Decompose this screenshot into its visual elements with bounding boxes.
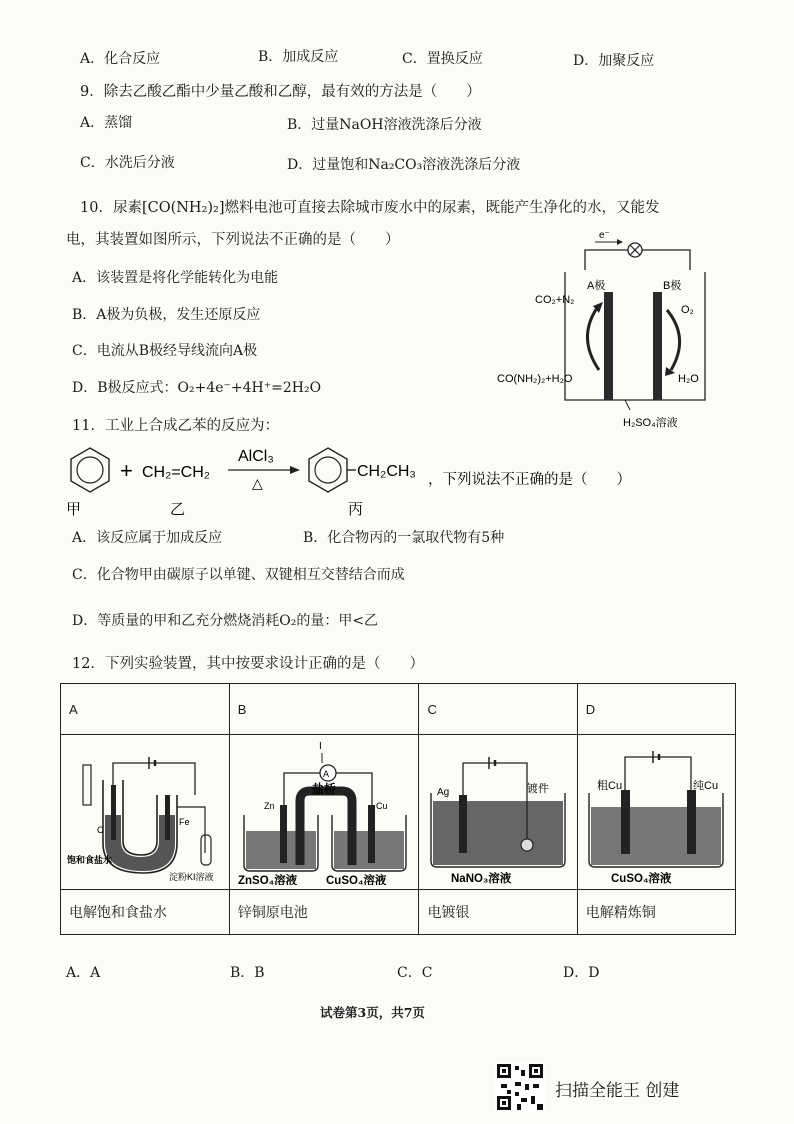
electron-label: e⁻ — [599, 230, 610, 241]
electrode-a — [604, 292, 613, 400]
fig-a-brine: 饱和食盐水 — [66, 855, 112, 865]
q8-option-b: B．加成反应 — [258, 49, 339, 65]
electrolyte-label: H₂SO₄溶液 — [623, 417, 678, 429]
col-a-label: A — [61, 684, 230, 735]
col-c-caption: 电镀银 — [419, 890, 577, 935]
fig-d-crude-cu: 粗Cu — [597, 780, 623, 792]
silver-plating-figure — [423, 735, 573, 885]
apparatus-c — [419, 735, 577, 890]
q10-option-b: B．A极为负极，发生还原反应 — [72, 307, 261, 323]
copper-refining-figure — [581, 735, 731, 885]
catalyst-label: AlCl₃ — [238, 448, 274, 465]
q10-stem-line2: 电，其装置如图所示，下列说法不正确的是（ ） — [66, 232, 400, 248]
apparatus-a — [61, 735, 230, 890]
electrode-b-label: B极 — [663, 280, 682, 292]
scanner-watermark: 扫描全能王 创建 — [555, 1081, 680, 1101]
q10-option-c: C．电流从B极经导线流向A极 — [72, 343, 258, 359]
fig-b-current: I — [319, 741, 322, 752]
fig-b-znso4: ZnSO₄溶液 — [238, 875, 298, 885]
u-tube-electrolysis-figure — [65, 735, 225, 885]
q12-stem: 12．下列实验装置，其中按要求设计正确的是（ ） — [72, 656, 424, 672]
fig-d-pure-cu: 纯Cu — [693, 780, 719, 792]
fig-b-cu: Cu — [376, 801, 388, 811]
q10-stem-line1: 10．尿素[CO(NH₂)₂]燃料电池可直接去除城市废水中的尿素，既能产生净化的水，又能发 — [80, 200, 660, 216]
fig-a-ki-solution: 淀粉KI溶液 — [168, 872, 214, 882]
q12-apparatus-table — [60, 683, 736, 935]
col-c-label: C — [419, 684, 577, 735]
q9-option-b: B．过量NaOH溶液洗涤后分液 — [287, 117, 482, 133]
fig-c-ag: Ag — [437, 787, 450, 798]
a-bottom-species: CO(NH₂)₂+H₂O — [497, 373, 573, 385]
fig-b-zn: Zn — [264, 801, 275, 811]
q12-option-d: D．D — [563, 965, 600, 981]
q11-option-d: D．等质量的甲和乙充分燃烧消耗O₂的量：甲<乙 — [72, 613, 379, 629]
q12-option-a: A．A — [66, 965, 101, 981]
qr-code-icon — [495, 1062, 545, 1112]
fig-b-salt-bridge: 盐桥 — [312, 782, 337, 796]
col-b-caption: 锌铜原电池 — [229, 890, 419, 935]
zinc-copper-cell-figure — [234, 735, 414, 885]
q8-option-d: D．加聚反应 — [573, 53, 655, 69]
electrode-a-label: A极 — [587, 280, 606, 292]
fig-c-plated-item: 镀件 — [527, 783, 550, 795]
label-bing: 丙 — [348, 501, 364, 518]
fig-a-carbon: C — [96, 825, 104, 835]
apparatus-b — [229, 735, 419, 890]
q11-stem-tail: ，下列说法不正确的是（ ） — [428, 472, 631, 488]
fuel-cell-diagram — [495, 230, 735, 435]
a-top-species: CO₂+N₂ — [535, 294, 575, 306]
q8-option-a: A．化合反应 — [80, 51, 161, 67]
plus-sign: + — [120, 458, 133, 483]
fig-a-iron: Fe — [178, 817, 190, 827]
benzene-structure — [71, 448, 109, 492]
q11-stem: 11．工业上合成乙苯的反应为： — [72, 418, 279, 434]
fig-b-cuso4: CuSO₄溶液 — [326, 875, 387, 885]
apparatus-d — [577, 735, 735, 890]
svg-text:A: A — [323, 769, 330, 779]
q10-option-d: D．B极反应式：O₂+4e⁻+4H⁺=2H₂O — [72, 380, 322, 396]
q9-option-d: D．过量饱和Na₂CO₃溶液洗涤后分液 — [287, 157, 521, 173]
label-jia: 甲 — [66, 501, 82, 518]
col-b-label: B — [229, 684, 419, 735]
q8-option-c: C．置换反应 — [402, 51, 483, 67]
ethyl-group: CH₂CH₃ — [357, 463, 416, 480]
b-bottom-species: H₂O — [678, 373, 699, 385]
col-d-label: D — [577, 684, 735, 735]
q10-option-a: A．该装置是将化学能转化为电能 — [72, 270, 279, 286]
q11-option-b: B．化合物丙的一氯取代物有5种 — [303, 530, 505, 546]
col-d-caption: 电解精炼铜 — [577, 890, 735, 935]
q9-stem: 9．除去乙酸乙酯中少量乙酸和乙醇，最有效的方法是（ ） — [80, 84, 481, 100]
q12-option-c: C．C — [397, 965, 433, 981]
q9-option-a: A．蒸馏 — [80, 115, 133, 131]
q11-reaction-equation — [60, 440, 680, 520]
electrode-b — [653, 292, 662, 400]
ethylbenzene-structure — [309, 448, 356, 492]
b-top-species: O₂ — [681, 304, 694, 316]
heat-symbol: △ — [252, 475, 263, 491]
q11-option-c: C．化合物甲由碳原子以单键、双键相互交替结合而成 — [72, 567, 405, 583]
ethylene-formula: CH₂=CH₂ — [142, 464, 210, 481]
label-yi: 乙 — [170, 501, 186, 518]
col-a-caption: 电解饱和食盐水 — [61, 890, 230, 935]
q12-option-b: B．B — [230, 965, 265, 981]
page-footer: 试卷第3页，共7页 — [320, 1005, 425, 1020]
fig-d-cuso4: CuSO₄溶液 — [611, 873, 672, 885]
fig-c-nano3: NaNO₃溶液 — [451, 873, 512, 885]
q11-option-a: A．该反应属于加成反应 — [72, 530, 223, 546]
q9-option-c: C．水洗后分液 — [80, 155, 175, 171]
